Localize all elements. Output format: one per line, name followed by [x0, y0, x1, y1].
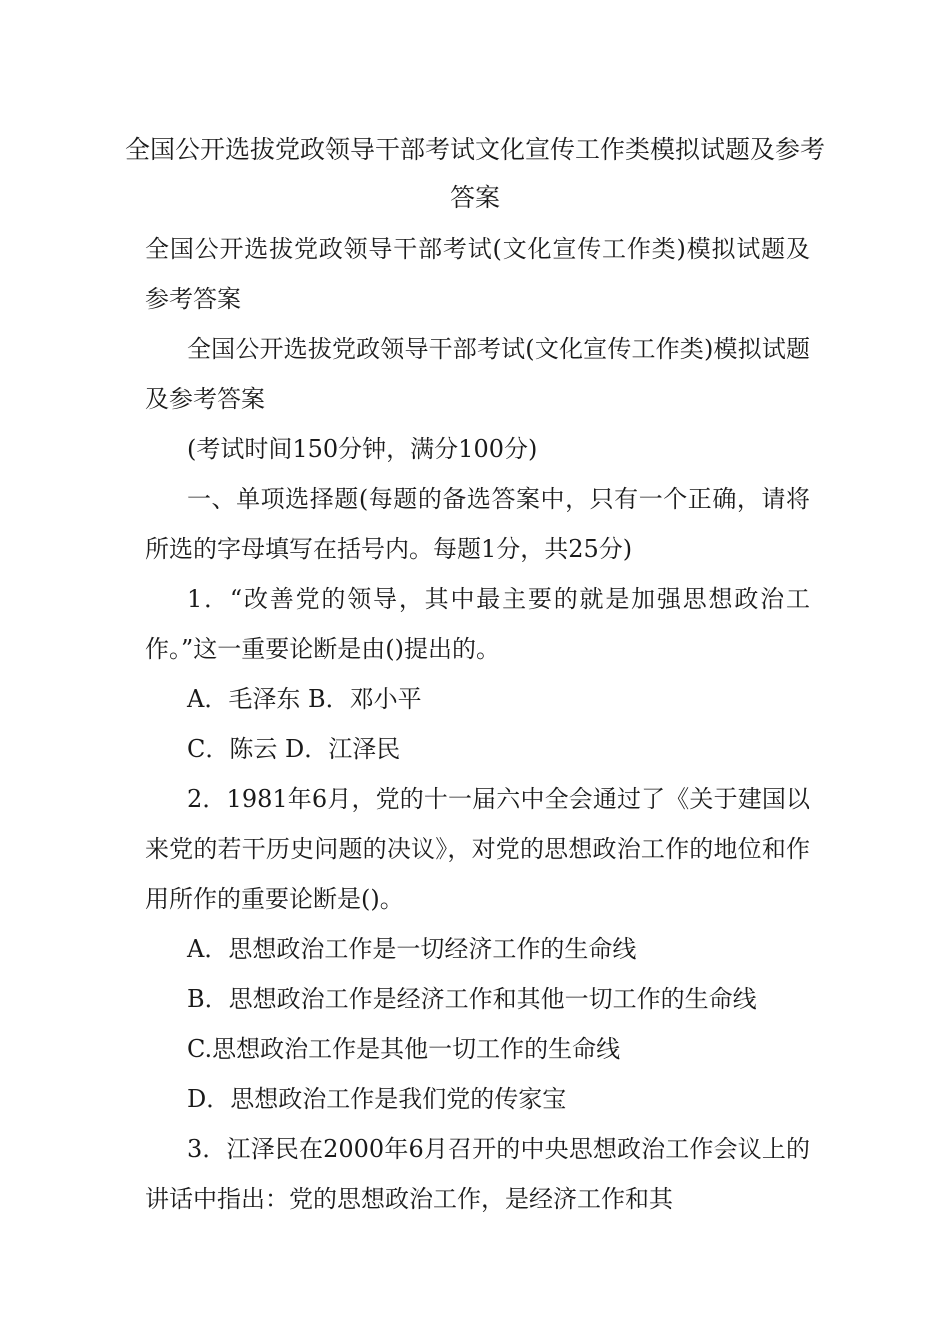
exam-info: (考试时间150分钟，满分100分) — [187, 435, 538, 463]
question-2-option-d: D．思想政治工作是我们党的传家宝 — [187, 1085, 567, 1113]
document-body — [145, 224, 810, 1224]
question-1: 1．“改善党的领导，其中最主要的就是加强思想政治工作。”这一重要论断是由()提出的。 — [145, 585, 810, 663]
question-3: 3．江泽民在2000年6月召开的中央思想政治工作会议上的讲话中指出：党的思想政治工作，是经济工作和其 — [145, 1135, 810, 1213]
question-1-options-cd: C．陈云 D．江泽民 — [187, 735, 401, 763]
question-2-option-c: C.思想政治工作是其他一切工作的生命线 — [187, 1035, 621, 1063]
paragraph-1: 全国公开选拔党政领导干部考试(文化宣传工作类)模拟试题及参考答案 — [145, 235, 810, 313]
question-2-option-b: B．思想政治工作是经济工作和其他一切工作的生命线 — [187, 985, 757, 1013]
document-title: 全国公开选拔党政领导干部考试文化宣传工作类模拟试题及参考答案 — [124, 135, 825, 212]
section-heading: 一、单项选择题(每题的备选答案中，只有一个正确，请将所选的字母填写在括号内。每题1分，共25分) — [145, 485, 810, 563]
question-2: 2．1981年6月，党的十一届六中全会通过了《关于建国以来党的若干历史问题的决议》，对党的思想政治工作的地位和作用所作的重要论断是()。 — [145, 785, 810, 913]
question-1-options-ab: A．毛泽东 B．邓小平 — [187, 685, 422, 713]
question-2-option-a: A．思想政治工作是一切经济工作的生命线 — [187, 935, 637, 963]
paragraph-2: 全国公开选拔党政领导干部考试(文化宣传工作类)模拟试题及参考答案 — [145, 335, 810, 413]
